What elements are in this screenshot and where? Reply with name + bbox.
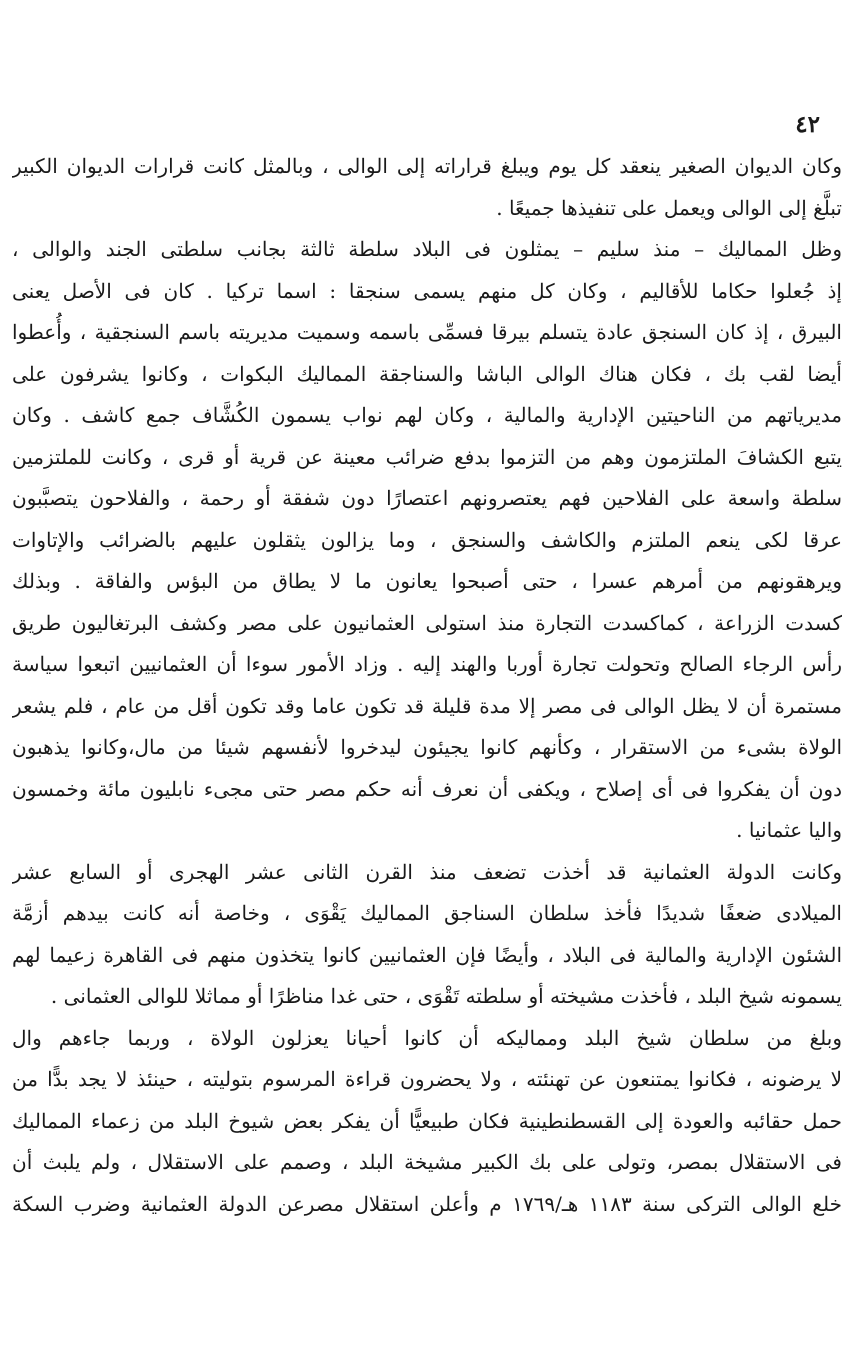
text-line: دون أن يفكروا فى أى إصلاح ، ويكفى أن نعرف أنه حكم مصر حتى مجىء نابليون مائة وخمسون xyxy=(12,776,842,801)
text-line: سلطة واسعة على الفلاحين فهم يعتصرونهم اعتصارًا دون شفقة أو رحمة ، والفلاحون يتصبَّبون xyxy=(12,486,842,510)
text-line: ويرهقونهم من أمرهم عسرا ، حتى أصبحوا يعانون ما لا يطاق من البؤس والفاقة . وبذلك xyxy=(12,569,842,593)
text-line: إذ جُعلوا حكاما للأقاليم ، وكان كل منهم يسمى سنجقا : اسما تركيا . كان فى الأصل يعنى xyxy=(12,278,842,303)
text-line: لا يرضونه ، فكانوا يمتنعون عن تهنئته ، ولا يحضرون قراءة المرسوم بتوليته ، حينئذ لا يجد بدًّا من xyxy=(12,1067,842,1091)
text-line: البيرق ، إذ كان السنجق عادة يتسلم بيرقا فسمِّى باسمه وسميت مديريته باسم السنجقية ، وأُعطوا xyxy=(12,320,842,344)
text-line: يسمونه شيخ البلد ، فأخذت مشيخته أو سلطته تَقْوَى ، حتى غدا مناظرًا أو مماثلا للوالى العثمانى . xyxy=(50,984,842,1008)
text-line: وبلغ من سلطان شيخ البلد ومماليكه أن كانوا أحيانا يعزلون الولاة ، وربما جاءهم وال xyxy=(12,1025,842,1050)
book-page xyxy=(12,110,842,1340)
text-line: كسدت الزراعة ، كماكسدت التجارة منذ استولى العثمانيون على مصر وكشف البرتغاليون طريق xyxy=(12,610,842,635)
text-line: رأس الرجاء الصالح وتحولت تجارة أوربا والهند إليه . وزاد الأمور سوءا أن العثمانيين اتبعوا سياسة xyxy=(12,652,842,676)
text-line: عرقا لكى ينعم الملتزم والكاشف والسنجق ، وما يزالون يثقلون عليهم بالضرائب والإتاوات xyxy=(12,527,842,552)
text-line: فى الاستقلال بمصر، وتولى على بك الكبير مشيخة البلد ، وصمم على الاستقلال ، ولم يلبث أن xyxy=(12,1150,842,1174)
text-line: الميلادى ضعفًا شديدًا فأخذ سلطان السناجق المماليك يَقْوَى ، وخاصة أنه كانت بيدهم أزمَّة xyxy=(12,901,842,925)
text-line: وكانت الدولة العثمانية قد أخذت تضعف منذ القرن الثانى عشر الهجرى أو السابع عشر xyxy=(12,859,842,884)
text-line: حمل حقائبه والعودة إلى القسطنطينية فكان طبيعيًّا أن يفكر بعض شيوخ البلد من زعماء المماليك xyxy=(12,1108,842,1133)
text-line: وظل المماليك – منذ سليم – يمثلون فى البلاد سلطة ثالثة بجانب سلطتى الجند والوالى ، xyxy=(12,237,842,261)
text-line: مديرياتهم من الناحيتين الإدارية والمالية ، وكان لهم نواب يسمون الكُشَّاف جمع كاشف . وكان xyxy=(12,403,842,427)
text-line: خلع الوالى التركى سنة ١١٨٣ هـ/١٧٦٩ م وأعلن استقلال مصرعن الدولة العثمانية وضرب السكة xyxy=(12,1191,842,1216)
text-line: مستمرة أن لا يظل الوالى فى مصر إلا مدة قليلة قد تكون عاما وقد تكون أقل من عام ، فلم يشعر xyxy=(12,693,842,718)
text-line: تبلَّغ إلى الوالى ويعمل على تنفيذها جميعًا . xyxy=(496,195,842,220)
text-line: يتبع الكشافَ الملتزمون وهم من التزموا بدفع ضرائب معينة عن قرية أو قرى ، وكانت للملتزمين xyxy=(12,444,842,469)
text-line: وكان الديوان الصغير ينعقد كل يوم ويبلغ قراراته إلى الوالى ، وبالمثل كانت قرارات الديوان الكبير xyxy=(12,154,842,178)
page-number: ٤٢ xyxy=(795,111,820,138)
text-line: أيضا لقب بك ، فكان هناك الوالى الباشا والسناجقة المماليك البكوات ، وكانوا يشرفون على xyxy=(12,361,842,386)
body-text xyxy=(12,146,842,1225)
text-line: واليا عثمانيا . xyxy=(736,818,842,842)
text-line: الولاة بشىء من الاستقرار ، وكأنهم كانوا يجيئون ليدخروا لأنفسهم شيئا من مال،وكانوا يذهبون xyxy=(12,735,842,759)
text-line: الشئون الإدارية والمالية فى البلاد ، وأيضًا فإن العثمانيين كانوا يتخذون منهم فى القاهرة زعيما لهم xyxy=(12,942,842,967)
